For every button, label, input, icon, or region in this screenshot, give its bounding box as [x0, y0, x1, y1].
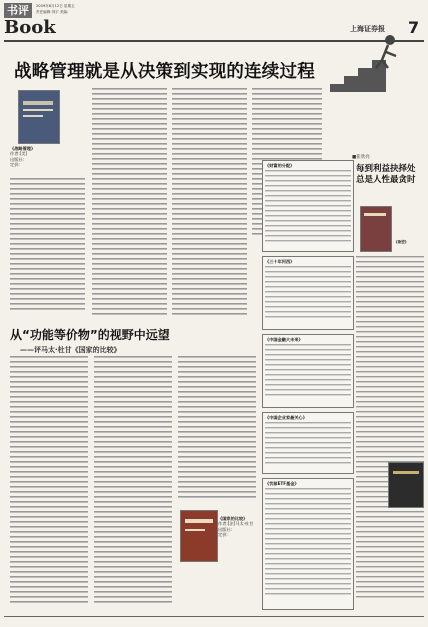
book1-title: 《战略管理》 [10, 146, 36, 151]
book1-meta1: 作者:[美] [10, 151, 28, 157]
right-text [356, 256, 424, 606]
book1-meta3: 定价: [10, 162, 20, 168]
paper-name: 上海证券报 [350, 25, 385, 33]
book2-caption [218, 516, 260, 538]
right-headline [356, 164, 426, 186]
right-headline-text: 每到利益抉择处 总是人性最贪时 [356, 164, 416, 185]
book2-meta3: 定价: [218, 532, 228, 538]
box4-title: 《中国企业家最关心》 [265, 415, 307, 420]
box2-title: 《三十年河西》 [265, 259, 295, 264]
box-china-finance [262, 334, 354, 408]
headline2-title: 从“功能等价物”的视野中远望 [10, 328, 170, 342]
editor-line: 责任编辑:刘宇 美编: [36, 10, 69, 14]
article2-col2 [94, 356, 172, 611]
book-cover-strategy [18, 90, 60, 144]
box-entrepreneur [262, 412, 354, 474]
book-cover-nations [180, 510, 218, 562]
headline-strategy: 战略管理就是从决策到实现的连续过程 [14, 62, 315, 82]
footer-rule [4, 616, 424, 617]
staircase-illustration [330, 30, 410, 92]
box5-title: 《忧郁ETF基金》 [265, 481, 299, 486]
box3-title: 《中国金融大未来》 [265, 337, 303, 342]
book1-caption [10, 146, 70, 168]
box-wealth [262, 160, 354, 252]
section-english: Book [4, 17, 56, 38]
book1-meta2: 出版社: [10, 156, 24, 162]
headline-comparison [10, 326, 170, 355]
box-etf [262, 478, 354, 610]
book2-title: 《国家的比较》 [218, 516, 248, 521]
section-tag: 书评 [4, 3, 32, 18]
article1-text-col3 [172, 88, 247, 318]
box1-title: 《财富的分配》 [265, 163, 295, 168]
box-thirty-years [262, 256, 354, 330]
page-number: 7 [408, 18, 420, 37]
headline2-subtitle: ——评马太·杜甘《国家的比较》 [20, 346, 121, 354]
byline: ■崔欣亮 [352, 155, 370, 160]
book-cover-desire [360, 206, 392, 252]
book-cover-etf [388, 462, 424, 508]
book3-caption: 《欲望》 [394, 240, 409, 244]
article2-col3 [178, 356, 256, 506]
book2-meta1: 作者:[法]马太·杜甘 [218, 521, 254, 527]
book2-meta2: 出版社: [218, 526, 232, 532]
article1-text-col2 [92, 88, 167, 318]
article2-col1 [10, 356, 88, 611]
date-line: 2009年6月12日 星期五 [36, 4, 75, 8]
